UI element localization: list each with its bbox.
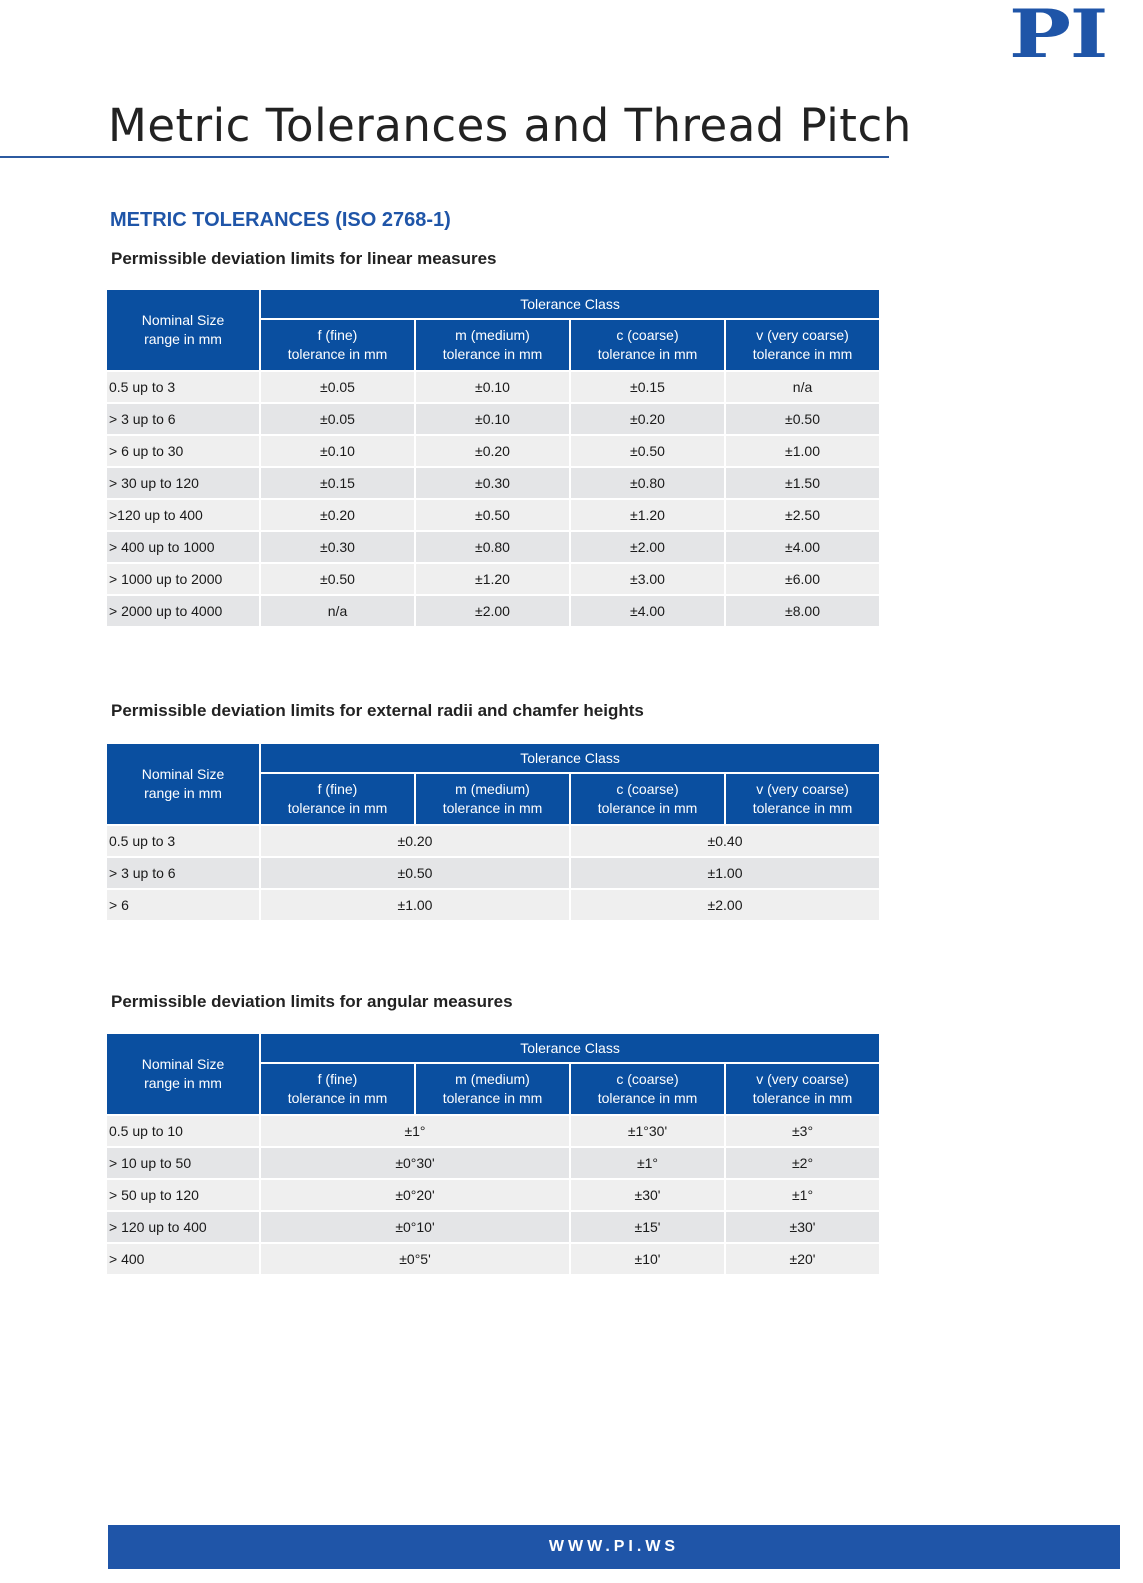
value-cell: ±0.10 [260, 435, 415, 467]
page-title: Metric Tolerances and Thread Pitch [108, 99, 912, 152]
value-cell: ±1° [260, 1115, 570, 1147]
table-row [106, 1147, 880, 1179]
class-f-header: f (fine) tolerance in mm [260, 1063, 415, 1115]
value-cell: ±0.80 [415, 531, 570, 563]
table-row [106, 467, 880, 499]
class-v-header: v (very coarse) tolerance in mm [725, 773, 880, 825]
value-cell: ±3° [725, 1115, 880, 1147]
value-cell: ±0.15 [570, 371, 725, 403]
value-cell: ±0.30 [260, 531, 415, 563]
value-cell: ±1.20 [415, 563, 570, 595]
table-row [106, 563, 880, 595]
value-cell: ±1.00 [725, 435, 880, 467]
value-cell: ±0.10 [415, 371, 570, 403]
range-cell: > 3 up to 6 [106, 403, 260, 435]
value-cell: ±15' [570, 1211, 725, 1243]
value-cell: ±0.50 [260, 857, 570, 889]
table-row [106, 595, 880, 627]
value-cell: ±0.10 [415, 403, 570, 435]
class-c-header: c (coarse) tolerance in mm [570, 319, 725, 371]
value-cell: ±0.80 [570, 467, 725, 499]
value-cell: ±0°20' [260, 1179, 570, 1211]
value-cell: ±4.00 [725, 531, 880, 563]
value-cell: ±10' [570, 1243, 725, 1275]
nominal-size-header: Nominal Size range in mm [106, 289, 260, 371]
range-cell: > 400 [106, 1243, 260, 1275]
value-cell: ±0.20 [570, 403, 725, 435]
table-row [106, 435, 880, 467]
table-row [106, 1179, 880, 1211]
radii-table [105, 742, 881, 922]
value-cell: ±2.50 [725, 499, 880, 531]
value-cell: n/a [260, 595, 415, 627]
range-cell: 0.5 up to 3 [106, 825, 260, 857]
range-cell: > 50 up to 120 [106, 1179, 260, 1211]
value-cell: ±0.20 [260, 499, 415, 531]
class-c-header: c (coarse) tolerance in mm [570, 1063, 725, 1115]
range-cell: > 1000 up to 2000 [106, 563, 260, 595]
class-f-header: f (fine) tolerance in mm [260, 319, 415, 371]
value-cell: ±6.00 [725, 563, 880, 595]
section-heading: METRIC TOLERANCES (ISO 2768-1) [110, 209, 451, 231]
value-cell: ±2.00 [415, 595, 570, 627]
value-cell: ±0.15 [260, 467, 415, 499]
value-cell: ±2.00 [570, 889, 880, 921]
value-cell: n/a [725, 371, 880, 403]
radii-caption: Permissible deviation limits for external radii and chamfer heights [111, 701, 644, 720]
value-cell: ±1° [725, 1179, 880, 1211]
website-link[interactable]: WWW.PI.WS [548, 1538, 680, 1555]
value-cell: ±0.50 [260, 563, 415, 595]
value-cell: ±3.00 [570, 563, 725, 595]
range-cell: > 3 up to 6 [106, 857, 260, 889]
tolerance-class-header: Tolerance Class [260, 289, 880, 319]
value-cell: ±4.00 [570, 595, 725, 627]
tolerance-class-header: Tolerance Class [260, 743, 880, 773]
class-c-header: c (coarse) tolerance in mm [570, 773, 725, 825]
tolerance-class-header: Tolerance Class [260, 1033, 880, 1063]
range-cell: > 2000 up to 4000 [106, 595, 260, 627]
value-cell: ±2.00 [570, 531, 725, 563]
value-cell: ±1.20 [570, 499, 725, 531]
class-m-header: m (medium) tolerance in mm [415, 319, 570, 371]
table-row [106, 499, 880, 531]
value-cell: ±0.50 [570, 435, 725, 467]
value-cell: ±1.50 [725, 467, 880, 499]
pi-logo: PI [1009, 0, 1108, 73]
value-cell: ±0.50 [415, 499, 570, 531]
linear-caption: Permissible deviation limits for linear measures [111, 249, 497, 268]
value-cell: ±1° [570, 1147, 725, 1179]
table-row [106, 889, 880, 921]
table-row [106, 1243, 880, 1275]
range-cell: 0.5 up to 10 [106, 1115, 260, 1147]
class-m-header: m (medium) tolerance in mm [415, 1063, 570, 1115]
value-cell: ±0.20 [260, 825, 570, 857]
value-cell: ±1°30' [570, 1115, 725, 1147]
value-cell: ±0°10' [260, 1211, 570, 1243]
class-m-header: m (medium) tolerance in mm [415, 773, 570, 825]
value-cell: ±20' [725, 1243, 880, 1275]
range-cell: > 30 up to 120 [106, 467, 260, 499]
range-cell: >120 up to 400 [106, 499, 260, 531]
nominal-size-header: Nominal Size range in mm [106, 743, 260, 825]
value-cell: ±0°5' [260, 1243, 570, 1275]
value-cell: ±0.30 [415, 467, 570, 499]
table-row [106, 1211, 880, 1243]
range-cell: > 6 up to 30 [106, 435, 260, 467]
value-cell: ±30' [725, 1211, 880, 1243]
linear-table [105, 288, 881, 628]
range-cell: > 10 up to 50 [106, 1147, 260, 1179]
class-f-header: f (fine) tolerance in mm [260, 773, 415, 825]
footer-bar [108, 1525, 1120, 1569]
value-cell: ±2° [725, 1147, 880, 1179]
value-cell: ±0°30' [260, 1147, 570, 1179]
range-cell: 0.5 up to 3 [106, 371, 260, 403]
value-cell: ±0.40 [570, 825, 880, 857]
range-cell: > 400 up to 1000 [106, 531, 260, 563]
value-cell: ±1.00 [260, 889, 570, 921]
value-cell: ±30' [570, 1179, 725, 1211]
table-row [106, 403, 880, 435]
class-v-header: v (very coarse) tolerance in mm [725, 1063, 880, 1115]
table-row [106, 371, 880, 403]
value-cell: ±0.05 [260, 403, 415, 435]
table-row [106, 825, 880, 857]
table-row [106, 1115, 880, 1147]
class-v-header: v (very coarse) tolerance in mm [725, 319, 880, 371]
angular-caption: Permissible deviation limits for angular measures [111, 992, 513, 1011]
angular-table [105, 1032, 881, 1276]
value-cell: ±0.50 [725, 403, 880, 435]
value-cell: ±0.20 [415, 435, 570, 467]
value-cell: ±1.00 [570, 857, 880, 889]
table-row [106, 531, 880, 563]
value-cell: ±8.00 [725, 595, 880, 627]
range-cell: > 120 up to 400 [106, 1211, 260, 1243]
range-cell: > 6 [106, 889, 260, 921]
table-row [106, 857, 880, 889]
nominal-size-header: Nominal Size range in mm [106, 1033, 260, 1115]
value-cell: ±0.05 [260, 371, 415, 403]
title-underline [0, 156, 889, 158]
